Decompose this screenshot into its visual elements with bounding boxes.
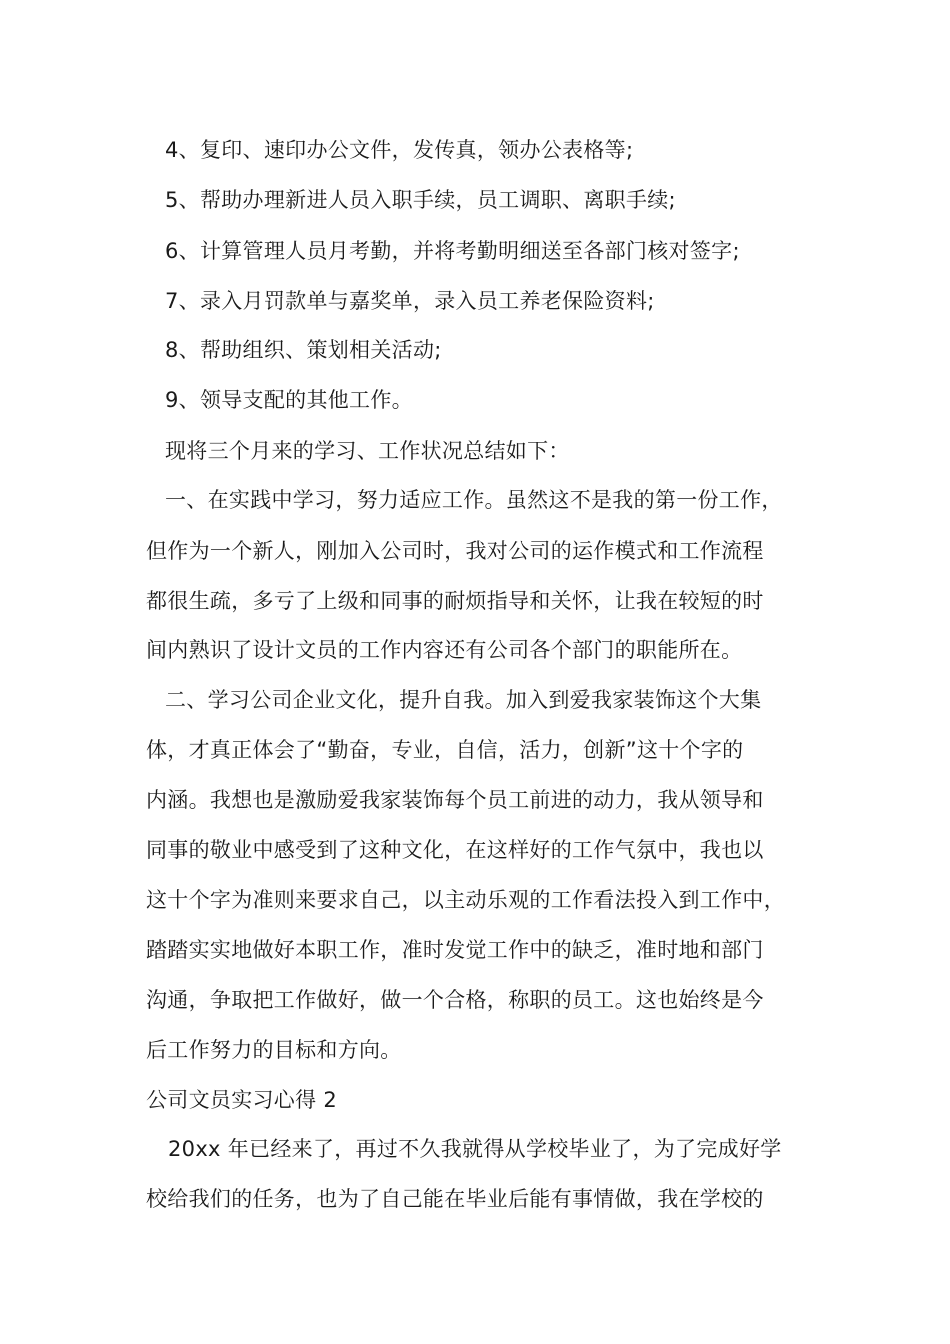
section2-line: 沟通，争取把工作做好，做一个合格，称职的员工。这也始终是今 (146, 988, 764, 1012)
section-heading: 公司文员实习心得 2 (146, 1088, 338, 1112)
section2-line: 后工作努力的目标和方向。 (146, 1038, 402, 1062)
section2-line: 体，才真正体会了“勤奋，专业，自信，活力，创新”这十个字的 (146, 738, 744, 762)
section2-line: 这十个字为准则来要求自己，以主动乐观的工作看法投入到工作中， (146, 888, 785, 912)
summary-intro: 现将三个月来的学习、工作状况总结如下： (165, 439, 570, 463)
section3-line: 校给我们的任务，也为了自己能在毕业后能有事情做，我在学校的 (146, 1187, 764, 1211)
section2-line: 二、学习公司企业文化，提升自我。加入到爱我家装饰这个大集 (165, 688, 762, 712)
list-item-7: 7、录入月罚款单与嘉奖单，录入员工养老保险资料; (165, 289, 655, 313)
section1-line: 都很生疏，多亏了上级和同事的耐烦指导和关怀，让我在较短的时 (146, 589, 764, 613)
section2-line: 内涵。我想也是激励爱我家装饰每个员工前进的动力，我从领导和 (146, 788, 764, 812)
section3-line: 20xx 年已经来了，再过不久我就得从学校毕业了，为了完成好学 (168, 1137, 782, 1161)
section1-line: 间内熟识了设计文员的工作内容还有公司各个部门的职能所在。 (146, 638, 743, 662)
list-item-5: 5、帮助办理新进人员入职手续，员工调职、离职手续; (165, 188, 676, 212)
list-item-4: 4、复印、速印办公文件，发传真，领办公表格等; (165, 138, 634, 162)
section1-line: 但作为一个新人，刚加入公司时，我对公司的运作模式和工作流程 (146, 539, 764, 563)
section2-line: 踏踏实实地做好本职工作，准时发觉工作中的缺乏，准时地和部门 (146, 938, 764, 962)
list-item-9: 9、领导支配的其他工作。 (165, 388, 413, 412)
list-item-6: 6、计算管理人员月考勤，并将考勤明细送至各部门核对签字; (165, 239, 740, 263)
list-item-8: 8、帮助组织、策划相关活动; (165, 338, 442, 362)
section2-line: 同事的敬业中感受到了这种文化，在这样好的工作气氛中，我也以 (146, 838, 764, 862)
section1-line: 一、在实践中学习，努力适应工作。虽然这不是我的第一份工作， (165, 488, 783, 512)
